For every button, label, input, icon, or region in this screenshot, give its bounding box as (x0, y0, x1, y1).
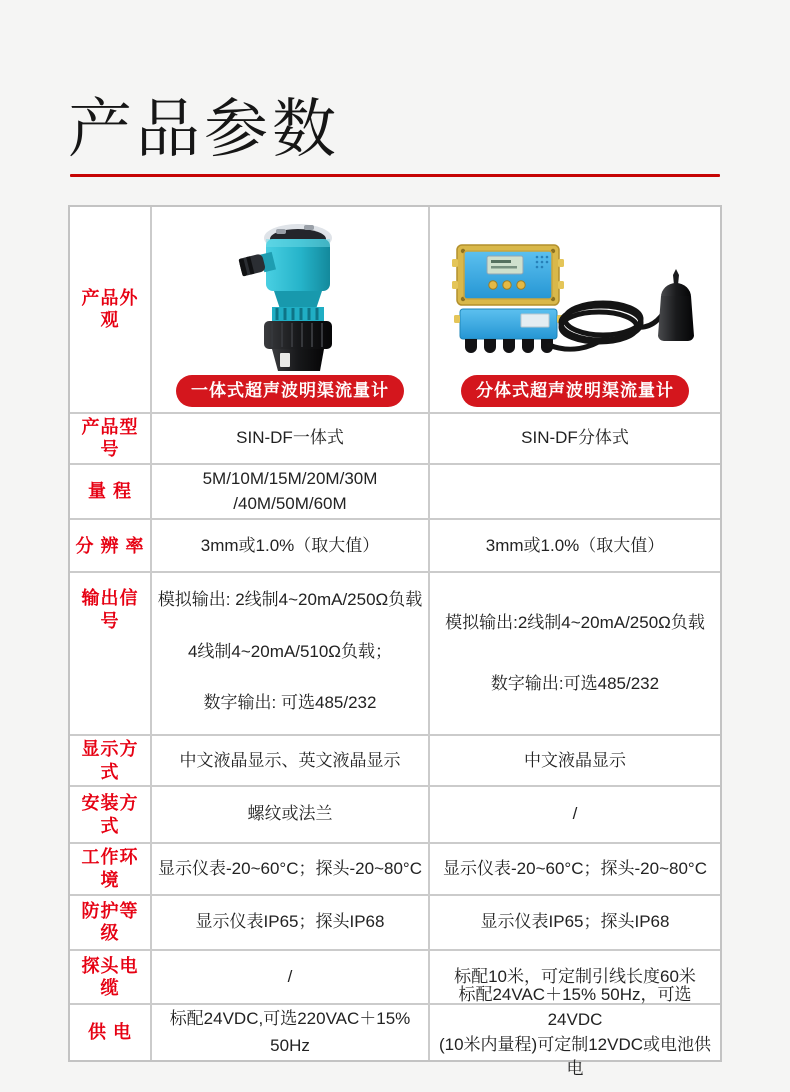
split-flowmeter-image (430, 241, 720, 359)
table-row-model (70, 414, 720, 465)
table-row-appearance (70, 207, 720, 414)
table-row-protection (70, 896, 720, 952)
row-label-probe-cable: 探头电缆 (70, 951, 152, 1003)
row-label-power: 供 电 (70, 1005, 152, 1060)
protection-integrated: 显示仪表IP65；探头IP68 (152, 896, 430, 950)
power-integrated: 标配24VDC,可选220VAC＋15% 50Hz (152, 1005, 430, 1060)
table-row-power (70, 985, 720, 1079)
environment-split: 显示仪表-20~60°C；探头-20~80°C (430, 844, 720, 894)
model-integrated: SIN-DF一体式 (152, 414, 430, 463)
row-label-resolution: 分 辨 率 (70, 520, 152, 571)
row-label-appearance: 产品外观 (70, 207, 152, 412)
row-label-model: 产品型号 (70, 414, 152, 463)
display-integrated: 中文液晶显示、英文液晶显示 (152, 736, 430, 785)
row-label-display: 显示方式 (70, 736, 152, 785)
table-row-display (70, 736, 720, 787)
integrated-flowmeter-image (152, 221, 428, 373)
table-row-output-signal (70, 573, 720, 736)
row-label-output-signal: 输出信号 (70, 573, 152, 734)
output-split: 模拟输出:2线制4~20mA/250Ω负载 数字输出:可选485/232 (430, 573, 720, 734)
display-split: 中文液晶显示 (430, 736, 720, 785)
split-product-badge: 分体式超声波明渠流量计 (461, 375, 689, 407)
integrated-product-badge: 一体式超声波明渠流量计 (176, 375, 404, 407)
table-row-environment (70, 844, 720, 896)
table-row-range (70, 465, 720, 521)
integrated-product-cell (152, 207, 430, 412)
split-product-cell (430, 207, 720, 412)
installation-integrated: 螺纹或法兰 (152, 787, 430, 842)
row-label-range: 量 程 (70, 465, 152, 519)
row-label-protection: 防护等级 (70, 896, 152, 950)
range-integrated: 5M/10M/15M/20M/30M /40M/50M/60M (152, 465, 430, 519)
output-integrated: 模拟输出: 2线制4~20mA/250Ω负载 4线制4~20mA/510Ω负载； 数字输出: 可选485/232 (152, 573, 430, 734)
page-title: 产品参数 (68, 93, 340, 165)
resolution-split: 3mm或1.0%（取大值） (430, 520, 720, 571)
product-spec-table (68, 205, 722, 1079)
table-row-resolution (70, 520, 720, 573)
row-label-environment: 工作环境 (70, 844, 152, 894)
probe-cable-integrated: / (152, 951, 430, 1003)
title-underline (70, 174, 720, 177)
table-row-installation (70, 787, 720, 844)
range-split (430, 465, 720, 519)
power-split: 标配24VAC＋15% 50Hz，可选24VDC (10米内量程)可定制12VDC或电池供电 (430, 1005, 720, 1060)
row-label-installation: 安装方式 (70, 787, 152, 842)
probe-cable-split: 标配10米，可定制引线长度60米 (430, 951, 720, 1003)
model-split: SIN-DF分体式 (430, 414, 720, 463)
environment-integrated: 显示仪表-20~60°C；探头-20~80°C (152, 844, 430, 894)
installation-split: / (430, 787, 720, 842)
protection-split: 显示仪表IP65；探头IP68 (430, 896, 720, 950)
resolution-integrated: 3mm或1.0%（取大值） (152, 520, 430, 571)
